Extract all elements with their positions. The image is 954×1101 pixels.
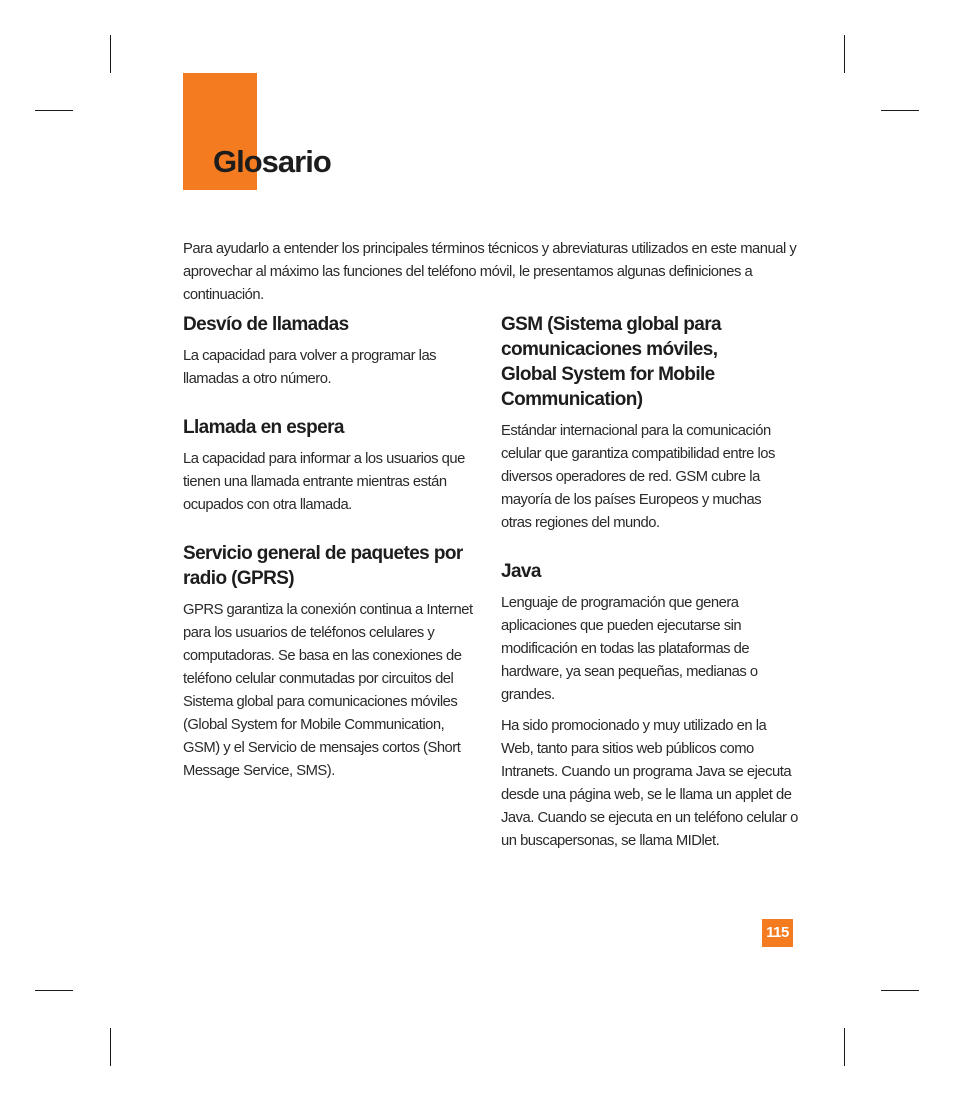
entry-heading: Llamada en espera [183, 417, 344, 438]
entry-text: Lenguaje de programación que genera aplicaciones que pueden ejecutarse sin modificación en todas las plataformas de hardware, ya sean pequeñas, medianas o grandes. [501, 595, 758, 703]
crop-mark [110, 35, 111, 73]
glossary-entry [501, 312, 801, 535]
glossary-entry [183, 541, 475, 783]
left-column [183, 312, 475, 783]
entry-heading: Desvío de llamadas [183, 314, 349, 335]
crop-mark [844, 35, 845, 73]
entry-text: La capacidad para volver a programar las llamadas a otro número. [183, 348, 437, 387]
entry-heading: Servicio general de paquetes por radio (GPRS) [183, 543, 463, 589]
entry-text: La capacidad para informar a los usuarios que tienen una llamada entrante mientras están ocupados con otra llamada. [183, 451, 465, 513]
crop-mark [881, 990, 919, 991]
glossary-entry [183, 415, 475, 517]
entry-heading: Java [501, 561, 541, 582]
glossary-entry [501, 559, 801, 853]
crop-mark [881, 110, 919, 111]
entry-text: Estándar internacional para la comunicación celular que garantiza compatibilidad entre los diversos operadores de red. GSM cubre la mayoría de los países Europeos y muchas otras regiones del mundo. [501, 423, 775, 531]
right-column [501, 312, 801, 853]
crop-mark [110, 1028, 111, 1066]
entry-text: Ha sido promocionado y muy utilizado en la Web, tanto para sitios web públicos como Intranets. Cuando un programa Java se ejecuta desde una página web, se le llama un applet de Java. Cuando se ejecuta en un teléfono celular o un buscapersonas, se llama MIDlet. [501, 718, 798, 849]
entry-text: GPRS garantiza la conexión continua a Internet para los usuarios de teléfonos celulares y computadoras. Se basa en las conexiones de teléfono celular conmutadas por circuitos del Sistema global para comunicaciones móviles (Global System for Mobile Communication, GSM) y el Servicio de mensajes cortos (Short Message Service, SMS). [183, 602, 473, 779]
page-number: 115 [762, 919, 793, 947]
crop-mark [844, 1028, 845, 1066]
entry-heading: GSM (Sistema global para comunicaciones móviles, Global System for Mobile Communication) [501, 314, 721, 410]
crop-mark [35, 110, 73, 111]
glossary-entry [183, 312, 475, 391]
crop-mark [35, 990, 73, 991]
page-title: Glosario [213, 144, 331, 179]
intro-paragraph: Para ayudarlo a entender los principales términos técnicos y abreviaturas utilizados en este manual y aprovechar al máximo las funciones del teléfono móvil, le presentamos algunas definiciones a continuación. [183, 241, 797, 303]
